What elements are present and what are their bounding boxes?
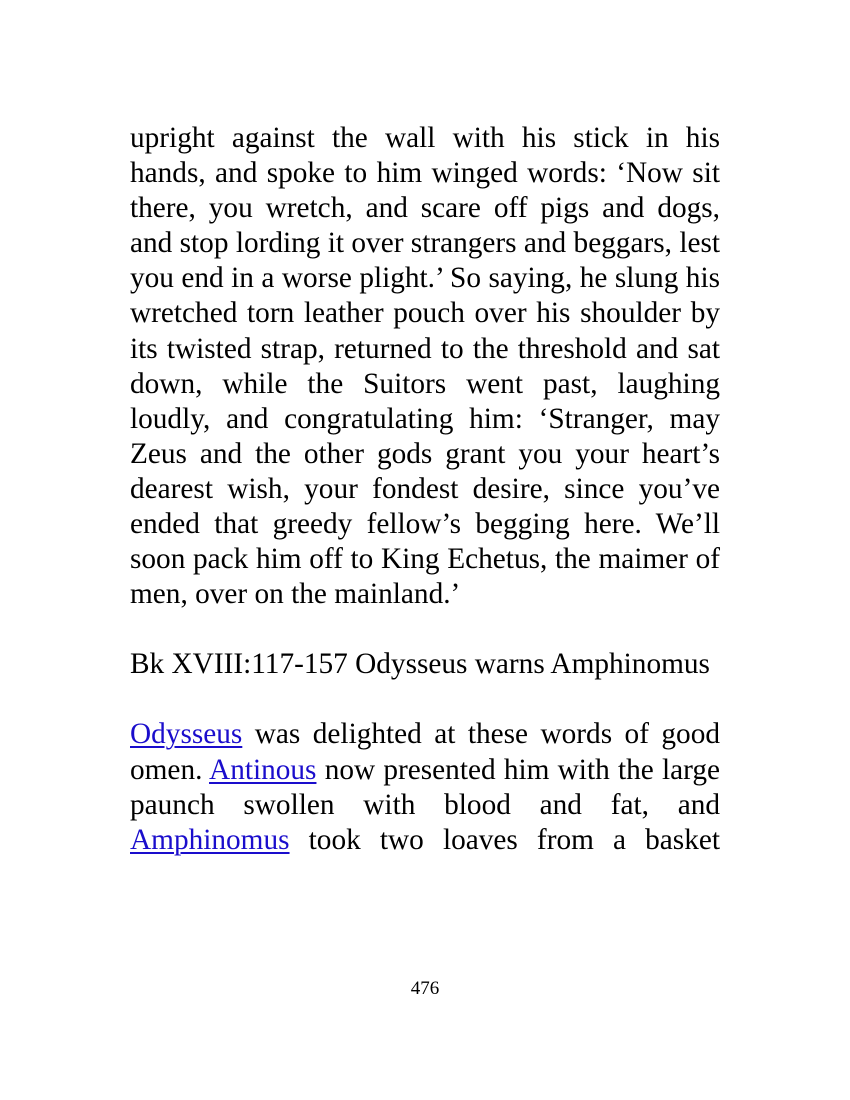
body-paragraph: upright against the wall with his stick in his hands, and spoke to him winged words: ‘Now sit there, you wretch, and scare off pigs and dogs, and stop lording it over strangers and beggars, lest you end in a worse plight.’ So saying, he slung his wretched torn leather pouch over his shoulder by its twisted strap, returned to the threshold and sat down, while the Suitors went past, laughing loudly, and congratulating him: ‘Stranger, may Zeus and the other gods grant you your heart’s dearest wish, your fondest desire, since you’ve ended that greedy fellow’s begging here. We’ll soon pack him off to King Echetus, the maimer of men, over on the mainland.’	[130, 122, 720, 611]
link-antinous[interactable]: Antinous	[209, 753, 317, 786]
section-heading: Bk XVIII:117-157 Odysseus warns Amphinomus	[130, 648, 710, 681]
page-number: 476	[410, 978, 440, 999]
paragraph-text: took two loaves from a basket	[289, 823, 720, 856]
page-body	[130, 121, 720, 858]
link-amphinomus[interactable]: Amphinomus	[130, 823, 290, 856]
link-odysseus[interactable]: Odysseus	[130, 718, 243, 751]
body-paragraph-2	[130, 717, 720, 857]
paragraph-text: was delighted at these words of good omen.	[130, 718, 720, 786]
paragraph-text: now presented him with the large paunch swollen with blood and fat, and	[130, 753, 720, 821]
